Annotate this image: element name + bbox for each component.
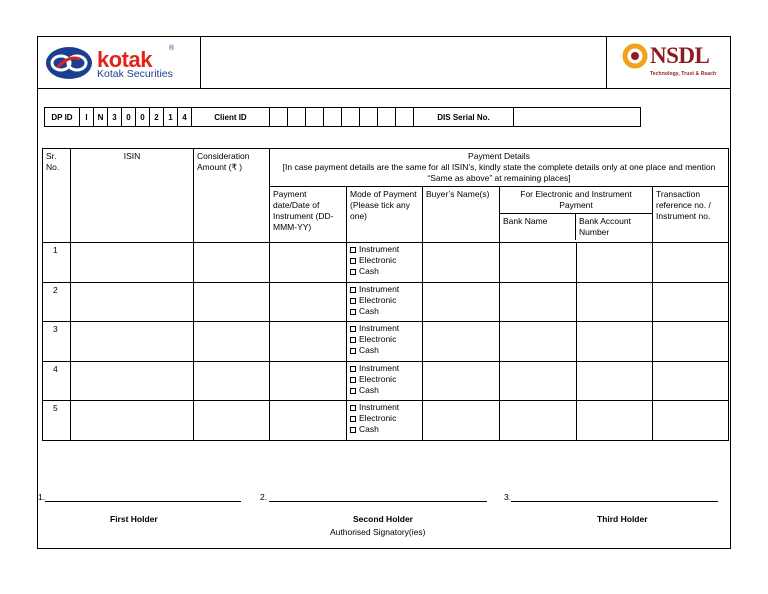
client-id-box[interactable] [378,108,396,126]
checkbox-icon[interactable] [350,247,356,253]
signature-line-1[interactable] [38,492,241,502]
dp-id-char[interactable]: 3 [108,108,122,126]
transaction-ref-cell[interactable] [653,243,729,283]
kotak-wordmark: kotak [97,47,152,72]
checkbox-icon[interactable] [350,405,356,411]
dis-serial-label: DIS Serial No. [414,108,514,126]
dis-form [37,36,731,549]
isin-cell[interactable] [71,322,194,362]
mode-option[interactable] [350,255,419,266]
mode-option-label: Cash [359,305,379,316]
payment-date-cell[interactable] [270,361,347,401]
col-bank-account: Bank Account Number [579,216,631,237]
bank-account-cell[interactable] [577,361,653,401]
consideration-cell[interactable] [194,282,270,322]
nsdl-wordmark: NSDL [650,43,710,68]
mode-option-label: Electronic [359,294,397,305]
mode-option-label: Instrument [359,362,400,373]
dp-id-label: DP ID [45,108,80,126]
isin-cell[interactable] [71,243,194,283]
isin-cell[interactable] [71,361,194,401]
mode-option-label: Electronic [359,373,397,384]
transaction-ref-cell[interactable] [653,361,729,401]
registered-mark: ® [169,45,175,52]
mode-option[interactable] [350,323,419,334]
mode-option[interactable] [350,385,419,396]
mode-option[interactable] [350,306,419,317]
mode-option-label: Electronic [359,413,397,423]
bank-name-cell[interactable] [500,401,577,441]
row-number: 5 [43,401,71,441]
mode-option[interactable] [350,424,419,435]
signature-line-3[interactable] [504,492,718,502]
client-id-box[interactable] [396,108,414,126]
table-row [43,243,729,283]
id-row [44,107,641,127]
mode-option-label: Cash [359,266,379,276]
first-holder-label: First Holder [110,514,158,524]
bank-name-cell[interactable] [500,322,577,362]
payment-details-note: [In case payment details are the same for all ISIN’s, kindly state the complete details only at one place and mention “Same as above” at remaining places] [282,162,716,183]
checkbox-icon[interactable] [350,366,356,372]
electronic-instrument-group [500,187,653,243]
col-isin: ISIN [71,149,194,243]
mode-option[interactable] [350,374,419,385]
table-row [43,401,729,441]
signature-number: 3. [504,492,512,502]
client-id-box[interactable] [360,108,378,126]
payment-date-cell[interactable] [270,282,347,322]
mode-option-label: Electronic [359,255,397,265]
mode-option-label: Cash [359,384,379,395]
checkbox-icon[interactable] [350,269,356,275]
bank-account-cell[interactable] [577,243,653,283]
mode-cell[interactable] [347,243,423,283]
mode-option[interactable] [350,244,419,255]
payment-date-cell[interactable] [270,322,347,362]
dp-id-char[interactable]: N [94,108,108,126]
transaction-ref-cell[interactable] [653,401,729,441]
table-row [43,322,729,362]
row-number: 3 [43,322,71,362]
mode-option-label: Instrument [359,283,400,294]
mode-option-label: Instrument [359,402,400,412]
mode-option-label: Instrument [359,323,400,333]
table-row [43,361,729,401]
col-payment-date: Payment date/Date of Instrument (DD-MMM-YY) [270,187,347,243]
kotak-subtitle: Kotak Securities [97,68,173,80]
nsdl-tagline: Technology, Trust & Reach [650,71,717,77]
mode-option-label: Electronic [359,334,397,344]
mode-option[interactable] [350,284,419,295]
buyers-name-cell[interactable] [423,243,500,283]
buyers-name-cell[interactable] [423,322,500,362]
bank-name-cell[interactable] [500,361,577,401]
mode-cell[interactable] [347,322,423,362]
third-holder-label: Third Holder [597,514,648,524]
electronic-instrument-title: For Electronic and Instrument Payment [500,187,652,214]
dis-serial-input[interactable] [514,108,640,126]
consideration-cell[interactable] [194,322,270,362]
col-buyers-names: Buyer’s Name(s) [423,187,500,243]
bank-account-cell[interactable] [577,322,653,362]
dp-id-char[interactable]: 1 [164,108,178,126]
mode-cell[interactable] [347,401,423,441]
mode-option[interactable] [350,402,419,413]
client-id-box[interactable] [270,108,288,126]
dp-id-char[interactable]: 0 [136,108,150,126]
second-holder-label: Second Holder [353,514,413,524]
kotak-logo [39,38,200,86]
mode-option-label: Cash [359,424,379,434]
client-id-box[interactable] [342,108,360,126]
client-id-box[interactable] [306,108,324,126]
mode-cell[interactable] [347,361,423,401]
dp-id-char[interactable]: I [80,108,94,126]
mode-option[interactable] [350,266,419,277]
dp-id-char[interactable]: 0 [122,108,136,126]
checkbox-icon[interactable] [350,348,356,354]
bank-account-cell[interactable] [577,401,653,441]
checkbox-icon[interactable] [350,388,356,394]
bank-name-cell[interactable] [500,243,577,283]
kotak-emblem-icon [44,45,94,81]
mode-option-label: Instrument [359,244,400,254]
checkbox-icon[interactable] [350,258,356,264]
mode-cell[interactable] [347,282,423,322]
row-number: 4 [43,361,71,401]
signature-number: 2. [260,492,268,502]
checkbox-icon[interactable] [350,298,356,304]
row-number: 1 [43,243,71,283]
buyers-name-cell[interactable] [423,401,500,441]
isin-cell[interactable] [71,282,194,322]
bank-account-cell[interactable] [577,282,653,322]
bank-name-cell[interactable] [500,282,577,322]
col-bank-name: Bank Name [500,214,576,240]
mode-option[interactable] [350,334,419,345]
col-mode-of-payment: Mode of Payment (Please tick any one) [347,187,423,243]
consideration-cell[interactable] [194,243,270,283]
checkbox-icon[interactable] [350,326,356,332]
table-row [43,282,729,322]
client-id-label: Client ID [192,108,270,126]
client-id-box[interactable] [324,108,342,126]
consideration-cell[interactable] [194,361,270,401]
checkbox-icon[interactable] [350,287,356,293]
buyers-name-cell[interactable] [423,361,500,401]
checkbox-icon[interactable] [350,337,356,343]
transaction-ref-cell[interactable] [653,322,729,362]
payment-details-title: Payment Details [468,151,530,161]
col-transaction-ref: Transaction reference no. / Instrument no. [653,187,729,243]
row-number: 2 [43,282,71,322]
col-consideration: Consideration Amount (₹ ) [194,149,270,243]
isin-cell[interactable] [71,401,194,441]
checkbox-icon[interactable] [350,309,356,315]
buyers-name-cell[interactable] [423,282,500,322]
payment-details-header [270,149,729,187]
checkbox-icon[interactable] [350,427,356,433]
authorised-signatory-label: Authorised Signatory(ies) [330,527,426,537]
mode-option[interactable] [350,295,419,306]
checkbox-icon[interactable] [350,416,356,422]
payment-date-cell[interactable] [270,401,347,441]
payment-date-cell[interactable] [270,243,347,283]
dp-id-char[interactable]: 4 [178,108,192,126]
mode-option-label: Cash [359,345,379,355]
client-id-box[interactable] [288,108,306,126]
col-sr-no: Sr. No. [43,149,71,243]
signature-number: 1. [38,492,46,502]
consideration-cell[interactable] [194,401,270,441]
checkbox-icon[interactable] [350,377,356,383]
mode-option[interactable] [350,363,419,374]
payment-table [42,148,729,441]
dp-id-char[interactable]: 2 [150,108,164,126]
mode-option[interactable] [350,345,419,356]
nsdl-emblem-icon [622,43,648,69]
signature-line-2[interactable] [260,492,487,502]
mode-option[interactable] [350,413,419,424]
transaction-ref-cell[interactable] [653,282,729,322]
